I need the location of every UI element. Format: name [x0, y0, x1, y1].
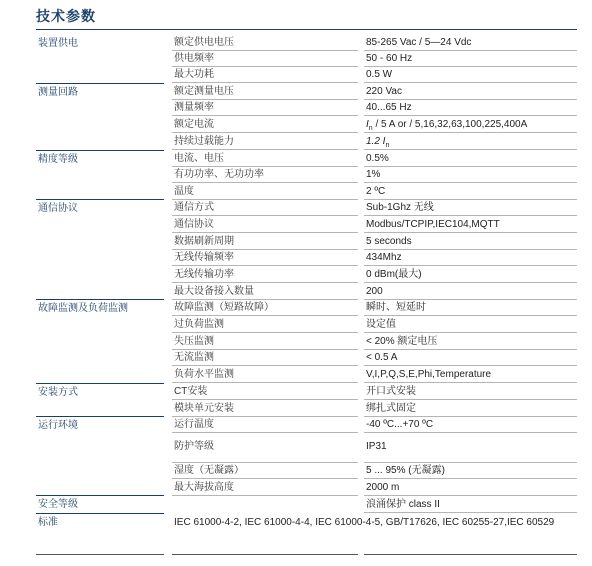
category-label: 标准 — [38, 517, 58, 528]
param-value: 5 ... 95% (无凝露) — [366, 465, 445, 476]
param-label: 无线传输功率 — [174, 269, 234, 280]
param-label: 有功功率、无功功率 — [174, 169, 264, 180]
param-value: V,I,P,Q,S,E,Phi,Temperature — [366, 369, 492, 380]
param-label: 故障监测（短路故障） — [174, 302, 274, 313]
param-value: IP31 — [366, 441, 387, 452]
row-underline — [364, 66, 577, 67]
row-underline — [364, 382, 577, 383]
row-underline — [172, 332, 358, 333]
param-value: 设定值 — [366, 319, 396, 330]
category-label: 测量回路 — [38, 87, 78, 98]
row-underline — [364, 478, 577, 479]
row-underline — [364, 512, 577, 513]
row-underline — [172, 199, 358, 200]
param-label: 通信协议 — [174, 219, 214, 230]
param-label: 数据刷新周期 — [174, 236, 234, 247]
value-prefix: I — [366, 119, 369, 130]
param-value: Modbus/TCPIP,IEC104,MQTT — [366, 219, 500, 230]
bottom-rule-value — [364, 554, 577, 555]
param-label: 温度 — [174, 186, 194, 197]
row-underline — [172, 416, 358, 417]
row-underline — [172, 382, 358, 383]
param-value: 434Mhz — [366, 252, 402, 263]
row-underline — [172, 432, 358, 433]
param-label: 最大海拔高度 — [174, 482, 234, 493]
page-title: 技术参数 — [36, 8, 96, 24]
param-label: 额定供电电压 — [174, 37, 234, 48]
row-underline — [172, 82, 358, 83]
param-value: 200 — [366, 286, 383, 297]
row-underline — [172, 299, 358, 300]
param-label: 持续过载能力 — [174, 136, 234, 147]
row-underline — [364, 349, 577, 350]
value-subscript: n — [385, 142, 390, 149]
row-underline — [364, 332, 577, 333]
row-underline — [364, 265, 577, 266]
row-underline — [364, 199, 577, 200]
param-value: 40...65 Hz — [366, 102, 412, 113]
param-value: 50 - 60 Hz — [366, 53, 413, 64]
category-divider — [36, 199, 164, 200]
param-value: 5 seconds — [366, 236, 412, 247]
row-underline — [364, 416, 577, 417]
row-underline — [172, 99, 358, 100]
row-underline — [364, 182, 577, 183]
param-value: 2000 m — [366, 482, 400, 493]
bottom-rule-param — [172, 554, 358, 555]
category-label: 装置供电 — [38, 38, 78, 49]
param-label: 通信方式 — [174, 202, 214, 213]
category-divider — [36, 383, 164, 384]
title-divider — [36, 29, 577, 30]
param-label: 失压监测 — [174, 336, 214, 347]
param-value: 0 dBm(最大) — [366, 269, 422, 280]
param-value: Sub-1Ghz 无线 — [366, 202, 434, 213]
param-label: 模块单元安装 — [174, 403, 234, 414]
row-underline — [172, 495, 358, 496]
param-label: CT安装 — [174, 386, 208, 397]
param-label: 供电频率 — [174, 53, 214, 64]
row-underline — [172, 232, 358, 233]
param-value: 2 ºC — [366, 186, 386, 197]
param-value: 85-265 Vac / 5—24 Vdc — [366, 37, 472, 48]
category-divider — [36, 83, 164, 84]
param-label: 湿度（无凝露） — [174, 465, 244, 476]
row-underline — [364, 299, 577, 300]
param-value: 1% — [366, 169, 381, 180]
row-underline — [364, 495, 577, 496]
param-label: 额定电流 — [174, 119, 214, 130]
row-underline — [364, 232, 577, 233]
param-label: 额定测量电压 — [174, 86, 234, 97]
row-underline — [172, 215, 358, 216]
param-value: 220 Vac — [366, 86, 402, 97]
param-label: 最大功耗 — [174, 69, 214, 80]
row-underline — [172, 182, 358, 183]
row-underline — [172, 249, 358, 250]
param-label: 负荷水平监测 — [174, 369, 234, 380]
value-prefix: 1.2 I — [366, 136, 386, 147]
row-underline — [172, 478, 358, 479]
category-divider — [36, 299, 164, 300]
row-underline — [364, 99, 577, 100]
bottom-rule-category — [36, 554, 164, 555]
row-underline — [172, 132, 358, 133]
row-underline — [172, 149, 358, 150]
category-divider — [36, 513, 164, 514]
row-underline — [364, 462, 577, 463]
category-divider — [36, 495, 164, 496]
row-underline — [364, 50, 577, 51]
row-underline — [172, 50, 358, 51]
row-underline — [172, 265, 358, 266]
row-underline — [364, 132, 577, 133]
row-underline — [364, 399, 577, 400]
param-value: 开口式安装 — [366, 386, 416, 397]
row-underline — [172, 399, 358, 400]
value-subscript: n — [368, 125, 373, 132]
row-underline — [172, 349, 358, 350]
param-value: IEC 61000-4-2, IEC 61000-4-4, IEC 61000-4-5, GB/T17626, IEC 60255-27,IEC 60529 — [174, 517, 555, 528]
param-value: 0.5% — [366, 153, 389, 164]
param-label: 无线传输频率 — [174, 252, 234, 263]
category-label: 故障监测及负荷监测 — [38, 303, 128, 314]
category-divider — [36, 150, 164, 151]
param-label: 测量频率 — [174, 102, 214, 113]
category-label: 安装方式 — [38, 387, 78, 398]
category-label: 运行环境 — [38, 420, 78, 431]
row-underline — [364, 365, 577, 366]
category-label: 安全等级 — [38, 499, 78, 510]
param-label: 防护等级 — [174, 441, 214, 452]
param-value: 浪涌保护 class II — [366, 499, 440, 510]
row-underline — [172, 166, 358, 167]
param-value: 瞬时、短延时 — [366, 302, 426, 313]
row-underline — [172, 66, 358, 67]
row-underline — [364, 149, 577, 150]
param-label: 无流监测 — [174, 352, 214, 363]
row-underline — [364, 282, 577, 283]
param-label: 过负荷监测 — [174, 319, 224, 330]
row-underline — [172, 315, 358, 316]
param-label: 运行温度 — [174, 419, 214, 430]
row-underline — [364, 215, 577, 216]
row-underline — [364, 249, 577, 250]
row-underline — [172, 115, 358, 116]
row-underline — [364, 432, 577, 433]
param-label: 电流、电压 — [174, 153, 224, 164]
param-value: -40 ºC...+70 ºC — [366, 419, 434, 430]
row-underline — [364, 115, 577, 116]
value-suffix: / 5 A or / 5,16,32,63,100,225,400A — [372, 119, 528, 130]
row-underline — [172, 365, 358, 366]
row-underline — [364, 166, 577, 167]
category-label: 精度等级 — [38, 154, 78, 165]
row-underline — [172, 462, 358, 463]
category-divider — [36, 416, 164, 417]
category-label: 通信协议 — [38, 203, 78, 214]
row-underline — [364, 315, 577, 316]
row-underline — [364, 82, 577, 83]
param-value: < 0.5 A — [366, 352, 398, 363]
param-value: < 20% 额定电压 — [366, 336, 438, 347]
param-label: 最大设备接入数量 — [174, 286, 254, 297]
param-value: 0.5 W — [366, 69, 393, 80]
param-value: 绑扎式固定 — [366, 403, 416, 414]
row-underline — [172, 282, 358, 283]
